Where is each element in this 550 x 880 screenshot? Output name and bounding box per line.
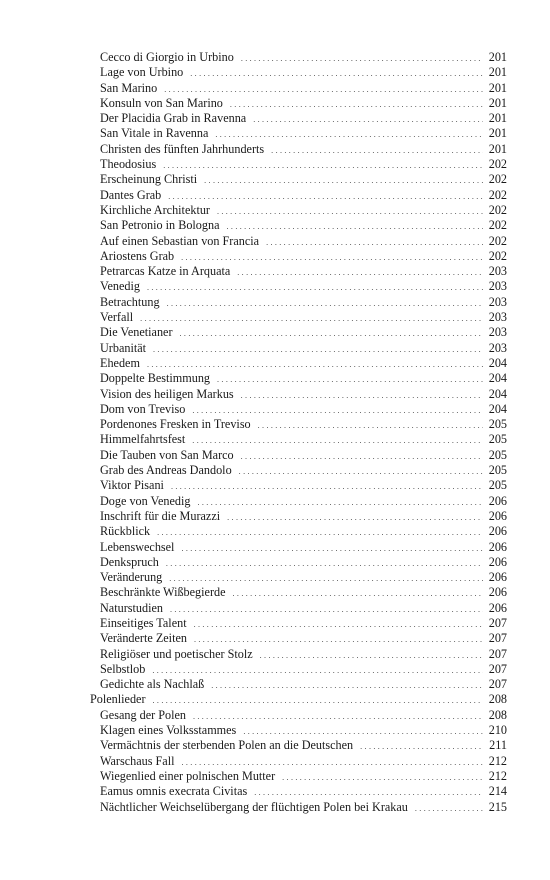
toc-entry-title: San Vitale in Ravenna: [100, 126, 209, 141]
toc-entry: [90, 555, 507, 570]
toc-entry-title: Polenlieder: [90, 692, 146, 707]
dot-leader: [194, 617, 483, 632]
dot-leader: [153, 342, 483, 357]
dot-leader: [243, 724, 483, 739]
toc-entry-title: Rückblick: [100, 524, 151, 539]
toc-section-heading: [90, 692, 507, 707]
toc-entry-title: Die Venetianer: [100, 325, 173, 340]
dot-leader: [217, 372, 483, 387]
dot-leader: [204, 173, 483, 188]
toc-entry: [90, 50, 507, 65]
toc-entry-page-number: 212: [488, 768, 507, 783]
dot-leader: [282, 770, 483, 785]
toc-entry-page-number: 202: [488, 248, 507, 263]
toc-entry-title: Auf einen Sebastian von Francia: [100, 233, 260, 248]
dot-leader: [241, 449, 483, 464]
toc-entry-page-number: 210: [488, 723, 507, 738]
dot-leader: [153, 693, 483, 708]
toc-entry-page-number: 206: [488, 600, 507, 615]
toc-entry-title: Cecco di Giorgio in Urbino: [100, 50, 234, 64]
dot-leader: [227, 510, 483, 525]
toc-entry: [90, 662, 507, 677]
toc-entry: [90, 677, 507, 692]
toc-entry: [90, 249, 507, 264]
dot-leader: [181, 541, 483, 556]
toc-entry-title: Petrarcas Katze in Arquata: [100, 264, 231, 279]
toc-entry-page-number: 201: [488, 65, 507, 80]
toc-entry: [90, 478, 507, 493]
dot-leader: [271, 143, 483, 158]
toc-entry-title: Inschrift für die Murazzi: [100, 508, 221, 523]
toc-entry-page-number: 205: [488, 478, 507, 493]
toc-entry-page-number: 207: [488, 631, 507, 646]
dot-leader: [230, 97, 483, 112]
dot-leader: [415, 801, 483, 816]
dot-leader: [171, 479, 483, 494]
toc-entry: [90, 540, 507, 555]
toc-entry-title: Veränderte Zeiten: [100, 631, 187, 646]
toc-entry-page-number: 204: [488, 355, 507, 370]
toc-entry-title: Vision des heiligen Markus: [100, 386, 234, 401]
toc-entry: [90, 203, 507, 218]
toc-entry-page-number: 205: [488, 432, 507, 447]
dot-leader: [239, 464, 483, 479]
toc-entry: [90, 524, 507, 539]
toc-entry: [90, 279, 507, 294]
toc-entry-page-number: 202: [488, 187, 507, 202]
toc-entry-page-number: 208: [488, 707, 507, 722]
dot-leader: [253, 112, 483, 127]
toc-entry: [90, 570, 507, 585]
toc-entry: [90, 96, 507, 111]
toc-entry-title: Veränderung: [100, 570, 163, 585]
dot-leader: [260, 648, 483, 663]
dot-leader: [360, 739, 483, 754]
dot-leader: [167, 296, 483, 311]
toc-entry: [90, 601, 507, 616]
toc-entry-title: Naturstudien: [100, 600, 163, 615]
toc-entry-title: Doge von Venedig: [100, 493, 191, 508]
toc-entry-title: Der Placidia Grab in Ravenna: [100, 111, 247, 126]
toc-entry-page-number: 207: [488, 615, 507, 630]
dot-leader: [211, 678, 483, 693]
toc-entry-page-number: 207: [488, 661, 507, 676]
toc-entry: [90, 616, 507, 631]
toc-entry-page-number: 207: [488, 677, 507, 692]
toc-entry: [90, 172, 507, 187]
toc-entry-page-number: 201: [488, 141, 507, 156]
toc-entry: [90, 432, 507, 447]
dot-leader: [192, 403, 483, 418]
dot-leader: [164, 82, 483, 97]
toc-entry-page-number: 206: [488, 524, 507, 539]
toc-entry-title: Lebenswechsel: [100, 539, 175, 554]
toc-entry-page-number: 203: [488, 310, 507, 325]
toc-entry-page-number: 203: [488, 279, 507, 294]
dot-leader: [237, 265, 483, 280]
toc-entry: [90, 126, 507, 141]
toc-entry: [90, 647, 507, 662]
toc-entry: [90, 463, 507, 478]
toc-entry-title: Einseitiges Talent: [100, 615, 187, 630]
toc-entry-title: Viktor Pisani: [100, 478, 164, 493]
toc-entry: [90, 188, 507, 203]
dot-leader: [152, 663, 483, 678]
toc-entry-page-number: 206: [488, 585, 507, 600]
toc-entry-title: Gedichte als Nachlaß: [100, 677, 205, 692]
toc-entry-title: Selbstlob: [100, 661, 146, 676]
toc-entry-page-number: 212: [488, 753, 507, 768]
toc-entry-page-number: 204: [488, 386, 507, 401]
toc-entry: [90, 325, 507, 340]
toc-entry-title: Nächtlicher Weichselübergang der flüchtigen Polen bei Krakau: [100, 799, 408, 814]
toc-entry-page-number: 206: [488, 539, 507, 554]
toc-entry-title: Verfall: [100, 310, 134, 325]
dot-leader: [258, 418, 483, 433]
toc-entry-page-number: 206: [488, 570, 507, 585]
toc-entry-page-number: 203: [488, 340, 507, 355]
toc-entry-title: Theodosius: [100, 157, 157, 172]
toc-entry-title: Die Tauben von San Marco: [100, 447, 234, 462]
toc-entry-page-number: 201: [488, 111, 507, 126]
dot-leader: [192, 433, 483, 448]
toc-entry-page-number: 203: [488, 294, 507, 309]
toc-entry-page-number: 206: [488, 554, 507, 569]
toc-entry-page-number: 203: [488, 325, 507, 340]
toc-entry: [90, 723, 507, 738]
toc-entry-title: Klagen eines Volksstammes: [100, 723, 237, 738]
toc-entry: [90, 218, 507, 233]
toc-entry-title: Doppelte Bestimmung: [100, 371, 211, 386]
toc-entry: [90, 142, 507, 157]
toc-entry: [90, 264, 507, 279]
toc-entry: [90, 417, 507, 432]
toc-entry-page-number: 205: [488, 463, 507, 478]
toc-entry-title: Denkspruch: [100, 554, 159, 569]
toc-entry-title: Warschaus Fall: [100, 753, 175, 768]
toc-entry-title: Wiegenlied einer polnischen Mutter: [100, 768, 276, 783]
toc-entry-title: Urbanität: [100, 340, 147, 355]
dot-leader: [233, 586, 483, 601]
toc-entry: [90, 356, 507, 371]
toc-entry-title: Lage von Urbino: [100, 65, 184, 80]
toc-entry-page-number: 202: [488, 157, 507, 172]
dot-leader: [241, 51, 483, 66]
toc-entry: [90, 494, 507, 509]
toc-entry-page-number: 201: [488, 126, 507, 141]
toc-entry: [90, 402, 507, 417]
dot-leader: [157, 525, 483, 540]
toc-entry-page-number: 206: [488, 508, 507, 523]
toc-entry-page-number: 202: [488, 218, 507, 233]
toc-entry-title: Gesang der Polen: [100, 707, 186, 722]
toc-entry-page-number: 202: [488, 202, 507, 217]
toc-entry: [90, 784, 507, 799]
toc-entry-title: San Petronio in Bologna: [100, 218, 220, 233]
toc-entry: [90, 754, 507, 769]
toc-entry-title: Konsuln von San Marino: [100, 95, 223, 110]
toc-entry-title: Christen des fünften Jahrhunderts: [100, 141, 265, 156]
dot-leader: [169, 571, 483, 586]
toc-entry-page-number: 206: [488, 493, 507, 508]
dot-leader: [190, 66, 483, 81]
dot-leader: [182, 755, 484, 770]
toc-entry-title: Dom von Treviso: [100, 401, 186, 416]
toc-entry-page-number: 215: [488, 799, 507, 814]
toc-entry: [90, 157, 507, 172]
toc-entry: [90, 341, 507, 356]
dot-leader: [266, 235, 483, 250]
toc-entry-page-number: 204: [488, 371, 507, 386]
dot-leader: [140, 311, 483, 326]
dot-leader: [147, 280, 483, 295]
toc-entry-title: San Marino: [100, 80, 158, 95]
toc-entry-page-number: 207: [488, 646, 507, 661]
toc-entry-title: Dantes Grab: [100, 187, 162, 202]
toc-entry-title: Religiöser und poetischer Stolz: [100, 646, 253, 661]
toc-entry: [90, 387, 507, 402]
table-of-contents: [90, 50, 507, 815]
toc-entry: [90, 234, 507, 249]
toc-entry-page-number: 201: [488, 80, 507, 95]
toc-entry-page-number: 201: [488, 50, 507, 64]
dot-leader: [166, 556, 483, 571]
toc-entry: [90, 631, 507, 646]
toc-entry-title: Betrachtung: [100, 294, 160, 309]
dot-leader: [193, 709, 483, 724]
toc-entry-page-number: 202: [488, 172, 507, 187]
dot-leader: [181, 250, 483, 265]
toc-entry-title: Beschränkte Wißbegierde: [100, 585, 226, 600]
toc-entry: [90, 111, 507, 126]
toc-entry-title: Erscheinung Christi: [100, 172, 198, 187]
toc-entry-page-number: 211: [489, 738, 507, 753]
toc-entry: [90, 800, 507, 815]
toc-entry: [90, 738, 507, 753]
dot-leader: [180, 326, 483, 341]
toc-entry-page-number: 214: [488, 784, 507, 799]
dot-leader: [147, 357, 483, 372]
toc-entry: [90, 448, 507, 463]
toc-entry-title: Kirchliche Architektur: [100, 202, 210, 217]
dot-leader: [217, 204, 483, 219]
toc-entry: [90, 371, 507, 386]
toc-entry-title: Himmelfahrtsfest: [100, 432, 186, 447]
toc-entry-title: Vermächtnis der sterbenden Polen an die Deutschen: [100, 738, 354, 753]
toc-entry: [90, 585, 507, 600]
toc-entry-title: Venedig: [100, 279, 140, 294]
toc-entry: [90, 310, 507, 325]
toc-entry: [90, 708, 507, 723]
toc-entry-page-number: 204: [488, 401, 507, 416]
toc-entry-page-number: 205: [488, 447, 507, 462]
toc-entry-page-number: 202: [488, 233, 507, 248]
toc-entry-page-number: 205: [488, 417, 507, 432]
dot-leader: [254, 785, 483, 800]
toc-entry-page-number: 203: [488, 264, 507, 279]
toc-entry-title: Grab des Andreas Dandolo: [100, 463, 232, 478]
dot-leader: [198, 495, 484, 510]
dot-leader: [241, 388, 483, 403]
dot-leader: [194, 632, 483, 647]
toc-entry-title: Ariostens Grab: [100, 248, 175, 263]
dot-leader: [215, 127, 483, 142]
toc-entry-page-number: 201: [488, 95, 507, 110]
toc-entry: [90, 769, 507, 784]
toc-entry: [90, 295, 507, 310]
dot-leader: [227, 219, 483, 234]
dot-leader: [170, 602, 483, 617]
toc-entry: [90, 81, 507, 96]
dot-leader: [163, 158, 483, 173]
toc-entry-title: Ehedem: [100, 355, 140, 370]
toc-entry: [90, 65, 507, 80]
toc-entry: [90, 509, 507, 524]
toc-entry-page-number: 208: [488, 692, 507, 707]
dot-leader: [168, 189, 483, 204]
toc-entry-title: Pordenones Fresken in Treviso: [100, 417, 251, 432]
toc-entry-title: Eamus omnis execrata Civitas: [100, 784, 248, 799]
